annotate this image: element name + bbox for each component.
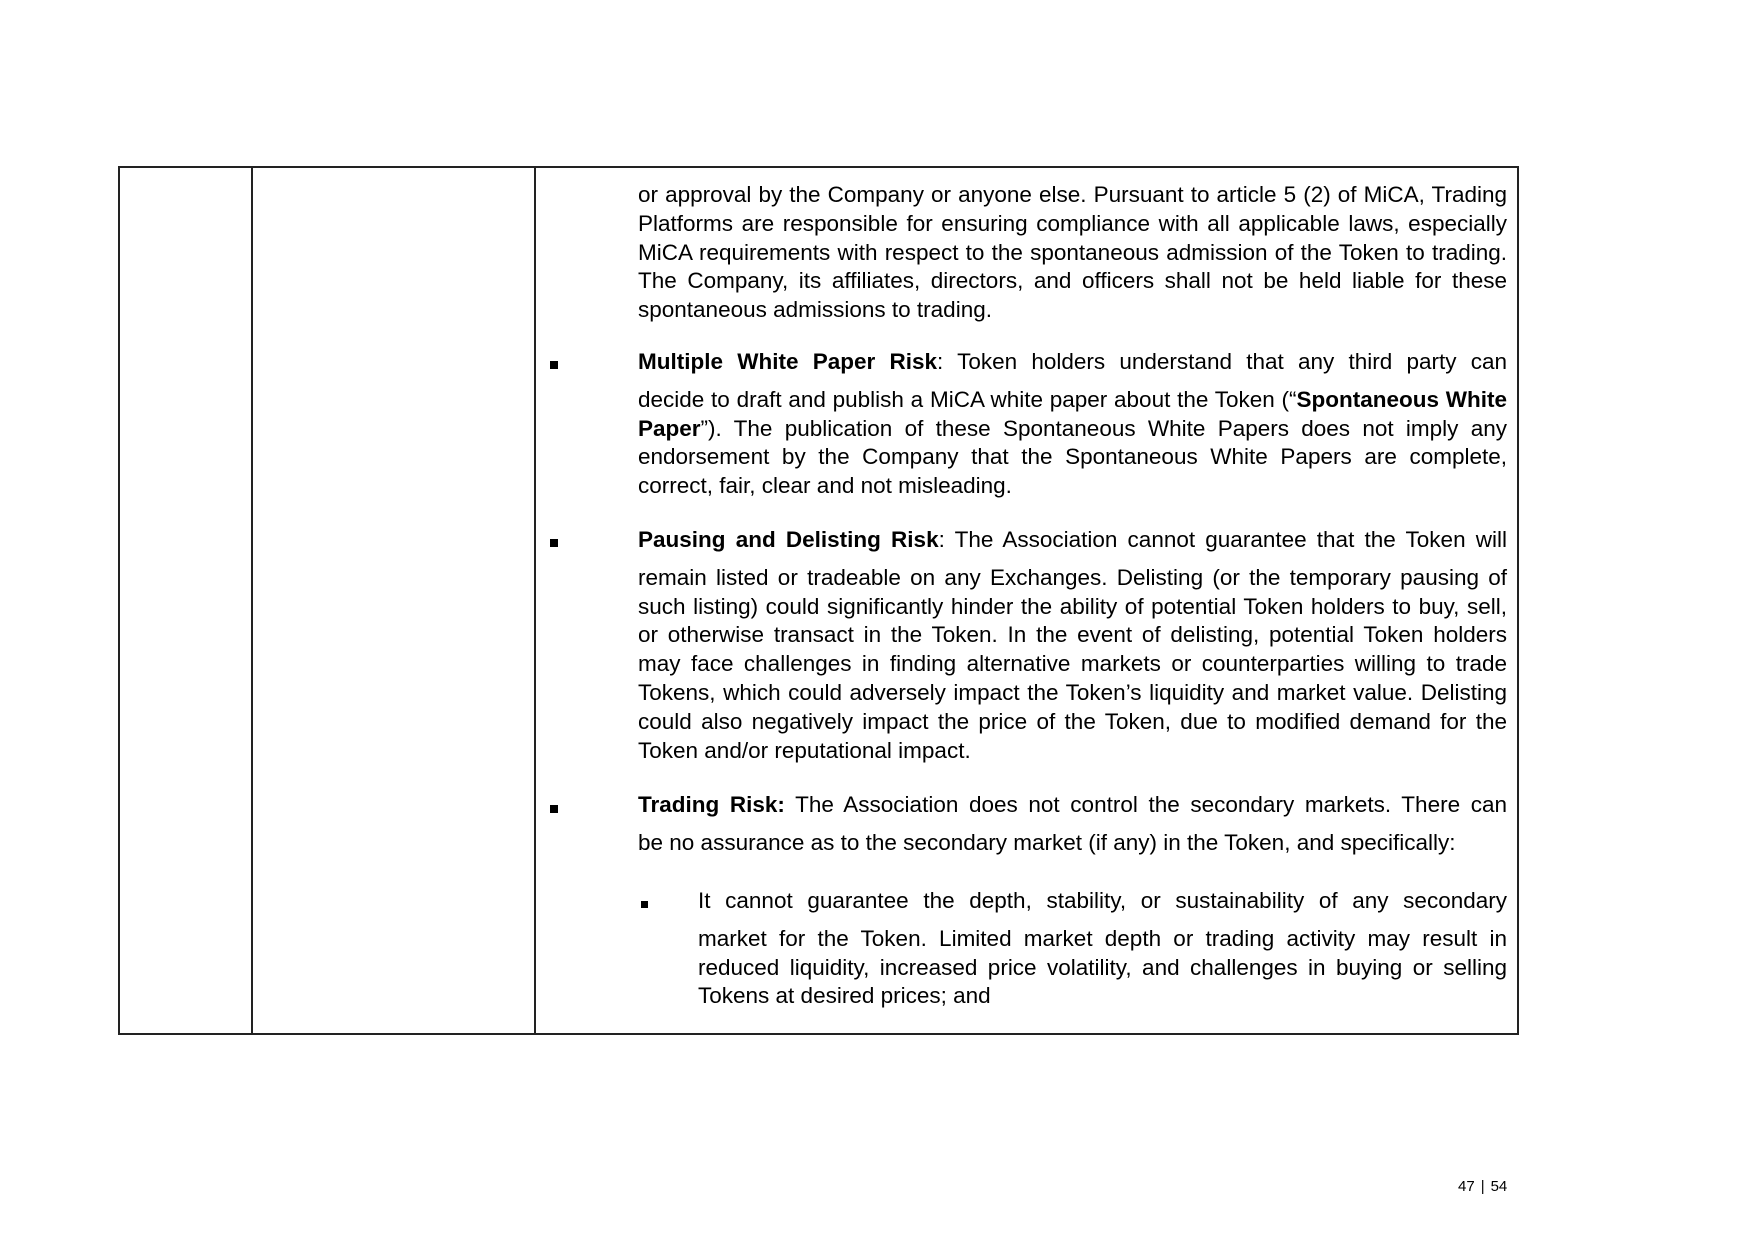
page-separator: |: [1480, 1178, 1485, 1195]
risk-table: [118, 166, 1519, 1035]
bullet-square-icon: [550, 805, 558, 813]
item-body: [638, 386, 1507, 501]
table-cell-empty-2: [252, 167, 535, 1034]
risk-title: Multiple White Paper Risk: [638, 349, 937, 374]
first-line: [638, 526, 1507, 555]
body-text-a: decide to draft and publish a MiCA white paper about the Token (“: [638, 386, 1297, 412]
trading-risk-item: [638, 791, 1507, 858]
intro-paragraph: [638, 181, 1507, 325]
risk-title: Trading Risk:: [638, 792, 785, 817]
intro-text: or approval by the Company or anyone else. Pursuant to article 5 (2) of MiCA, Trading Platforms are responsible for ensuring compliance with all applicable laws, especially MiCA requirements with respect to the spontaneous admission of the Token to trading. The Company, its affiliates, directors, and officers shall not be held liable for these spontaneous admissions to trading.: [638, 182, 1507, 323]
first-line-text: : Token holders understand that any third party can: [937, 349, 1508, 374]
trading-sub-item: [698, 887, 1507, 1011]
first-line: [638, 791, 1507, 820]
pausing-delisting-risk-item: [638, 526, 1507, 765]
table-cell-empty-1: [119, 167, 252, 1034]
table-cell-risk-text: [535, 167, 1518, 1034]
first-line: It cannot guarantee the depth, stability, or sustainability of any secondary: [698, 888, 1507, 913]
first-line-text: The Association does not control the secondary markets. There can: [784, 792, 1507, 817]
page-current: 47: [1458, 1178, 1475, 1195]
item-body: market for the Token. Limited market depth or trading activity may result in reduced liquidity, increased price volatility, and challenges in buying or selling Tokens at desired prices; and: [698, 925, 1507, 1009]
sub-bullet-square-icon: [641, 901, 648, 908]
risk-title: Pausing and Delisting Risk: [638, 527, 939, 552]
page-number: [1458, 1178, 1507, 1196]
page-total: 54: [1490, 1178, 1508, 1195]
item-body: remain listed or tradeable on any Exchanges. Delisting (or the temporary pausing of such listing) could significantly hinder the ability of potential Token holders to buy, sell, or otherwise transact in the Token. In the event of delisting, potential Token holders may face challenges in finding alternative markets or counterparties willing to trade Tokens, which could adversely impact the Token’s liquidity and market value. Delisting could also negatively impact the price of the Token, due to modified demand for the Token and/or reputational impact.: [638, 564, 1507, 763]
table-row: [119, 167, 1518, 1034]
defined-term: Spontaneous White Paper: [638, 386, 1507, 441]
first-line: [638, 348, 1507, 377]
item-body: be no assurance as to the secondary market (if any) in the Token, and specifically:: [638, 829, 1456, 855]
multiple-white-paper-risk-item: [638, 348, 1507, 501]
bullet-square-icon: [550, 539, 558, 547]
body-text-b: ”). The publication of these Spontaneous White Papers does not imply any endorsement by the Company that the Spontaneous White Papers are complete, correct, fair, clear and not misleading.: [638, 415, 1507, 499]
bullet-square-icon: [550, 361, 558, 369]
first-line-text: : The Association cannot guarantee that the Token will: [938, 527, 1508, 552]
